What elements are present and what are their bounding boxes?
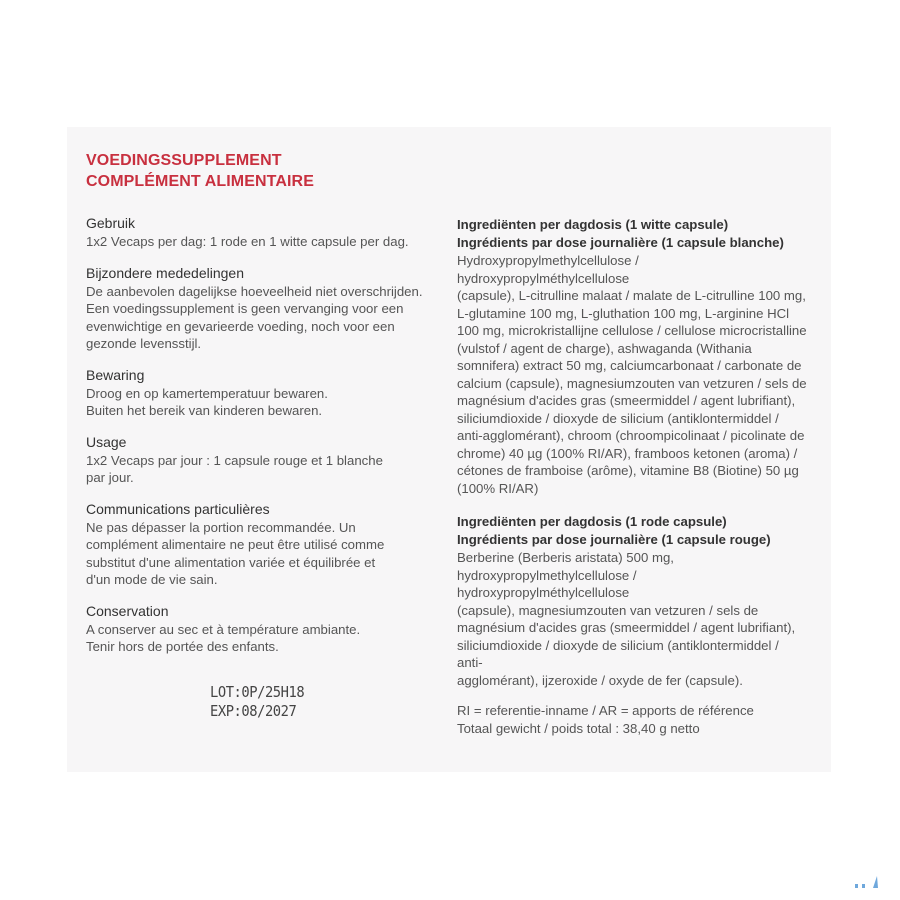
section-gebruik bbox=[86, 214, 426, 251]
heading-line-nl: VOEDINGSSUPPLEMENT bbox=[86, 152, 282, 169]
section-text: Droog en op kamertemperatuur bewaren. Buiten het bereik van kinderen bewaren. bbox=[86, 385, 328, 418]
brand-logo-icon bbox=[853, 874, 883, 890]
section-text: Ne pas dépasser la portion recommandée. Un complément alimentaire ne peut être utilisé comme substitut d'une alimentation variée et équilibrée et d'un mode de vie sain. bbox=[86, 519, 385, 587]
ingredients-title-nl: Ingrediënten per dagdosis (1 witte capsule) bbox=[457, 217, 729, 232]
product-heading bbox=[86, 150, 314, 192]
section-conservation bbox=[86, 602, 426, 656]
section-title: Conservation bbox=[86, 602, 169, 619]
lot-number: LOT:0P/25H18 bbox=[210, 683, 305, 701]
ingredients-title-fr: Ingrédients par dose journalière (1 capsule rouge) bbox=[457, 532, 771, 547]
section-text: A conserver au sec et à température ambiante. Tenir hors de portée des enfants. bbox=[86, 621, 361, 654]
ingredients-title-nl: Ingrediënten per dagdosis (1 rode capsule) bbox=[457, 514, 727, 529]
section-text: De aanbevolen dagelijkse hoeveelheid niet overschrijden. Een voedingssupplement is geen vervanging voor een evenwichtige en gevarieerde voeding, noch voor een gezonde levensstijl. bbox=[86, 283, 423, 351]
right-column bbox=[457, 216, 807, 737]
ingredients-title-fr: Ingrédients par dose journalière (1 capsule blanche) bbox=[457, 235, 784, 250]
section-text: 1x2 Vecaps par jour : 1 capsule rouge et 1 blanche par jour. bbox=[86, 452, 383, 485]
section-title: Communications particulières bbox=[86, 500, 270, 517]
ingredients-text: Berberine (Berberis aristata) 500 mg, hydroxypropylmethylcellulose / hydroxypropylméthylcellulose (capsule), magnesiumzouten van vetzuren / sels de magnésium d'acides gras (smeermiddel / agent lubrifiant), siliciumdioxide / dioxyde de silicium (antiklontermiddel / anti- agglomérant), ijzeroxide / oxyde de fer (capsule). bbox=[457, 550, 796, 688]
ingredients-text: Hydroxypropylmethylcellulose / hydroxypropylméthylcellulose (capsule), L-citrulline malaat / malate de L-citrulline 100 mg, L-glutamine 100 mg, L-gluthation 100 mg, L-arginine HCl 100 mg, microkristallijne cellulose / cellulose microcristalline (vulstof / agent de charge), ashwaganda (Withania somnifera) extract 50 mg, calciumcarbonaat / carbonate de calcium (capsule), magnesiumzouten van vetzuren / sels de magnésium d'acides gras (smeermiddel / agent lubrifiant), siliciumdioxide / dioxyde de silicium (antiklontermiddel / anti-agglomérant), chroom (chroompicolinaat / picolinate de chrome) 40 µg (100% RI/AR), framboos ketonen (aroma) / cétones de framboise (arôme), vitamine B8 (Biotine) 50 µg (100% RI/AR) bbox=[457, 253, 807, 496]
section-title: Bijzondere mededelingen bbox=[86, 264, 244, 281]
heading-line-fr: COMPLÉMENT ALIMENTAIRE bbox=[86, 173, 314, 190]
section-title: Gebruik bbox=[86, 215, 136, 231]
section-usage bbox=[86, 433, 426, 487]
lot-expiry-stamp bbox=[210, 683, 304, 721]
section-bijzondere-mededelingen bbox=[86, 264, 426, 353]
expiry-date: EXP:08/2027 bbox=[210, 702, 297, 720]
footnote-reference-weight: RI = referentie-inname / AR = apports de référence Totaal gewicht / poids total : 38,40 g netto bbox=[457, 703, 754, 736]
left-column bbox=[86, 214, 426, 669]
section-title: Usage bbox=[86, 433, 127, 450]
section-communications bbox=[86, 500, 426, 589]
section-text: 1x2 Vecaps per dag: 1 rode en 1 witte capsule per dag. bbox=[86, 234, 409, 249]
section-title: Bewaring bbox=[86, 366, 145, 383]
section-bewaring bbox=[86, 366, 426, 420]
ingredients-red-capsule bbox=[457, 513, 807, 689]
ingredients-white-capsule bbox=[457, 216, 807, 497]
